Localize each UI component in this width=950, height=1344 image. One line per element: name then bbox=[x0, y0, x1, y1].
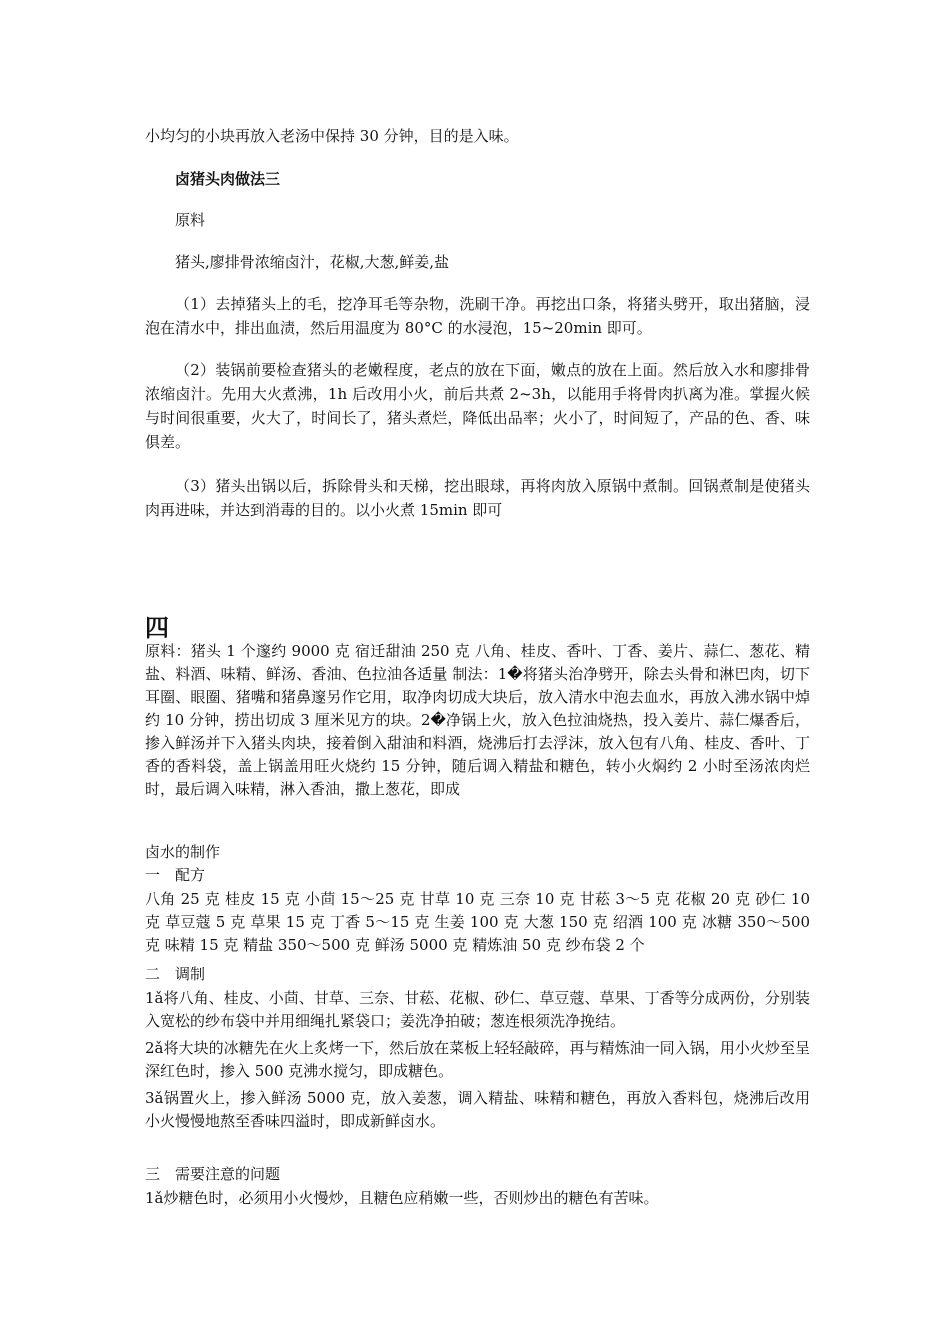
prep-step-two: 2ǎ将大块的冰糖先在火上炙烤一下，然后放在菜板上轻轻敲碎，再与精炼油一同入锅，用小火炒至呈深红色时，掺入 500 克沸水搅匀，即成糖色。 bbox=[145, 1039, 810, 1080]
step-two: （2）装锅前要检查猪头的老嫩程度，老点的放在下面，嫩点的放在上面。然后放入水和廖排骨浓缩卤汁。先用大火煮沸，1h 后改用小火，前后共煮 2~3h，以能用手将骨肉扒离为准。掌握火候与时间很重要，火大了，时间长了，猪头煮烂，降低出品率；火小了，时间短了，产品的色、香、味俱差。 bbox=[145, 361, 810, 451]
heading-formula: 一 配方 bbox=[145, 866, 206, 884]
heading-brine: 卤水的制作 bbox=[145, 843, 221, 861]
prep-step-one: 1ǎ将八角、桂皮、小茴、甘草、三奈、甘菘、花椒、砂仁、草豆蔻、草果、丁香等分成两份，分别装入宽松的纱布袋中并用细绳扎紧袋口；姜洗净拍破；葱连根须洗净挽结。 bbox=[145, 989, 810, 1030]
heading-preparation: 二 调制 bbox=[145, 965, 206, 983]
heading-notes: 三 需要注意的问题 bbox=[145, 1165, 281, 1183]
step-three: （3）猪头出锅以后，拆除骨头和天梯，挖出眼球，再将肉放入原锅中煮制。回锅煮制是使猪头肉再进味，并达到消毒的目的。以小火煮 15min 即可 bbox=[145, 477, 810, 519]
step-one: （1）去掉猪头上的毛，挖净耳毛等杂物，洗刷干净。再挖出口条，将猪头劈开，取出猪脑，浸泡在清水中，排出血渍，然后用温度为 80°C 的水浸泡，15~20min 即可。 bbox=[145, 295, 810, 337]
prep-step-three: 3ǎ锅置火上，掺入鲜汤 5000 克，放入姜葱，调入精盐、味精和糖色，再放入香料包，烧沸后改用小火慢慢地熬至香味四溢时，即成新鲜卤水。 bbox=[145, 1089, 810, 1130]
note-one: 1ǎ炒糖色时，必须用小火慢炒，且糖色应稍嫩一些，否则炒出的糖色有苦味。 bbox=[145, 1189, 659, 1207]
section-heading-four: 四 bbox=[145, 614, 169, 642]
label-ingredients: 原料 bbox=[175, 211, 206, 229]
paragraph-intro: 小均匀的小块再放入老汤中保持 30 分钟，目的是入味。 bbox=[145, 127, 519, 145]
recipe-four: 原料：猪头 1 个邃约 9000 克 宿迁甜油 250 克 八角、桂皮、香叶、丁香、姜片、蒜仁、葱花、精盐、料酒、味精、鲜汤、香油、色拉油各适量 制法：1�将猪头治净劈开，除去头骨和淋巴肉，切下耳圈、眼圈、猪嘴和猪鼻邃另作它用，取净肉切成大块后，放入清水中泡去血水，再放入沸水锅中焯约 10 分钟，捞出切成 3 厘米见方的块。2�净锅上火，放入色拉油烧热，投入姜片、蒜仁爆香后，掺入鲜汤并下入猪头肉块，接着倒入甜油和料酒，烧沸后打去浮沫，放入包有八角、桂皮、香叶、丁香的香料袋，盖上锅盖用旺火烧约 15 分钟，随后调入精盐和糖色，转小火焖约 2 小时至汤浓肉烂时，最后调入味精，淋入香油，撒上葱花，即成 bbox=[145, 642, 810, 798]
heading-method-three: 卤猪头肉做法三 bbox=[175, 170, 281, 188]
formula-list: 八角 25 克 桂皮 15 克 小茴 15～25 克 甘草 10 克 三奈 10 克 甘菘 3～5 克 花椒 20 克 砂仁 10 克 草豆蔻 5 克 草果 15 克 丁香 5～15 克 生姜 100 克 大葱 150 克 绍酒 100 克 冰糖 350～500 克 味精 15 克 精盐 350～500 克 鲜汤 5000 克 精炼油 50 克 纱布袋 2 个 bbox=[145, 890, 810, 954]
ingredients-list: 猪头,廖排骨浓缩卤汁，花椒,大葱,鲜姜,盐 bbox=[175, 253, 450, 271]
